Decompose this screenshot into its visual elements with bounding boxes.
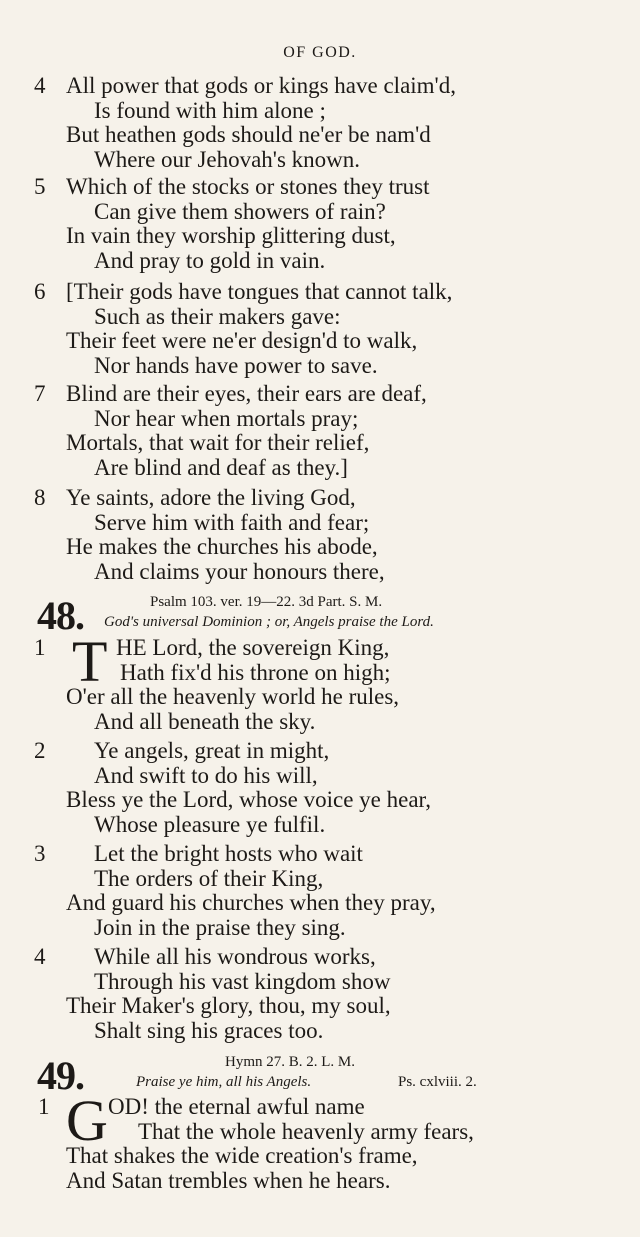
verse-line: And swift to do his will, [94, 762, 318, 788]
stanza-number: 4 [34, 73, 46, 98]
verse-line: Mortals, that wait for their relief, [66, 430, 370, 456]
hymn-subtitle: God's universal Dominion ; or, Angels praise the Lord. [104, 614, 434, 630]
verse-line: That the whole heavenly army fears, [138, 1118, 474, 1144]
stanza-number: 1 [38, 1094, 50, 1119]
stanza-number: 1 [34, 635, 46, 660]
verse-line: O'er all the heavenly world he rules, [66, 684, 400, 710]
stanza [0, 1088, 640, 1193]
verse-line: Their feet were ne'er design'd to walk, [66, 328, 418, 354]
verse-line: HE Lord, the sovereign King, [116, 635, 390, 660]
stanza-number: 7 [34, 381, 46, 406]
verse-line: Ye angels, great in might, [94, 738, 330, 763]
scripture-reference: Ps. cxlviii. 2. [398, 1074, 477, 1090]
verse-line: Their Maker's glory, thou, my soul, [66, 993, 391, 1019]
verse-line: Hath fix'd his throne on high; [120, 659, 391, 685]
verse-line: Such as their makers gave: [94, 303, 341, 329]
verse-line: Whose pleasure ye fulfil. [94, 811, 326, 837]
verse-line: In vain they worship glittering dust, [66, 223, 396, 249]
stanza-number: 5 [34, 174, 46, 199]
hymn-number: 48. [37, 593, 84, 638]
stanza [0, 74, 640, 172]
stanza [0, 739, 640, 837]
verse-line: Let the bright hosts who wait [94, 841, 363, 866]
verse-line: Join in the praise they sing. [94, 914, 346, 940]
stanza-number: 6 [34, 279, 46, 304]
stanza [0, 280, 640, 378]
verse-line: Where our Jehovah's known. [94, 146, 361, 172]
verse-line: Bless ye the Lord, whose voice ye hear, [66, 787, 432, 813]
verse-line: The orders of their King, [94, 865, 324, 891]
verse-line: Can give them showers of rain? [94, 198, 386, 224]
verse-line: And claims your honours there, [94, 558, 385, 584]
stanza [0, 486, 640, 584]
verse-line: Ye saints, adore the living God, [66, 485, 356, 510]
hymn-subtitle: Praise ye him, all his Angels. [136, 1074, 312, 1090]
verse-line: All power that gods or kings have claim'd, [66, 73, 456, 98]
verse-line: Through his vast kingdom show [94, 968, 391, 994]
stanza-number: 2 [34, 738, 46, 763]
verse-line: Blind are their eyes, their ears are deaf, [66, 381, 427, 406]
verse-line: Which of the stocks or stones they trust [66, 174, 430, 199]
hymn-number: 49. [37, 1053, 84, 1098]
stanza-number: 8 [34, 485, 46, 510]
stanza [0, 382, 640, 480]
verse-line: And pray to gold in vain. [94, 247, 326, 273]
stanza [0, 629, 640, 734]
verse-line: Is found with him alone ; [94, 97, 326, 123]
verse-line: Nor hands have power to save. [94, 352, 378, 378]
verse-line: Nor hear when mortals pray; [94, 405, 359, 431]
verse-line: [Their gods have tongues that cannot talk, [66, 279, 453, 304]
verse-line: And all beneath the sky. [94, 708, 316, 734]
verse-line: Serve him with faith and fear; [94, 509, 370, 535]
verse-line: OD! the eternal awful name [108, 1094, 365, 1119]
hymn-meta: Psalm 103. ver. 19—22. 3d Part. S. M. [150, 594, 383, 610]
stanza-number: 4 [34, 944, 46, 969]
stanza [0, 945, 640, 1043]
hymn-meta: Hymn 27. B. 2. L. M. [225, 1054, 356, 1070]
stanza [0, 175, 640, 273]
verse-line: And Satan trembles when he hears. [66, 1167, 391, 1193]
verse-line: Are blind and deaf as they.] [94, 454, 348, 480]
verse-line: He makes the churches his abode, [66, 534, 378, 560]
stanza [0, 842, 640, 940]
verse-line: That shakes the wide creation's frame, [66, 1143, 418, 1169]
verse-line: Shalt sing his graces too. [94, 1017, 324, 1043]
hymn-48-header [0, 593, 640, 638]
verse-line: And guard his churches when they pray, [66, 890, 436, 916]
verse-line: But heathen gods should ne'er be nam'd [66, 122, 431, 148]
running-head: OF GOD. [283, 44, 357, 61]
drop-cap: T [72, 629, 108, 694]
verse-line: While all his wondrous works, [94, 944, 376, 969]
drop-cap: G [66, 1088, 108, 1153]
stanza-number: 3 [34, 841, 46, 866]
